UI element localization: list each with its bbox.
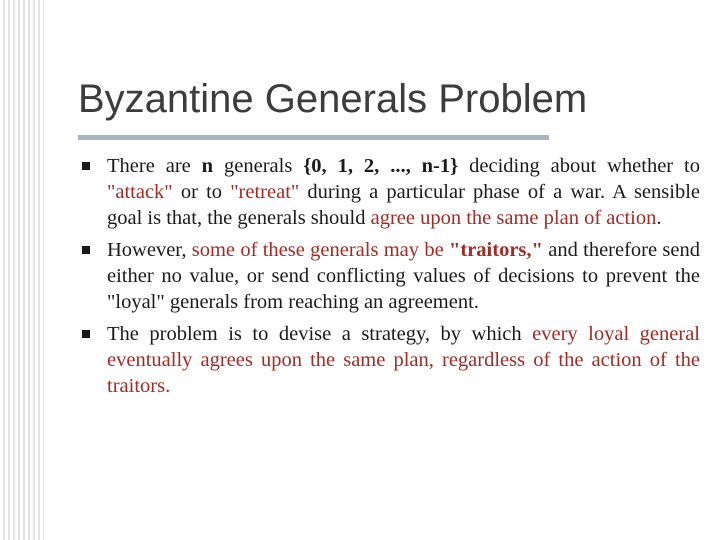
text-run: The problem is to devise a strategy, by which [107,323,533,345]
text-run-highlight: agree upon the same plan of action [370,207,657,229]
text-run: during a particular phase of a war. A sensible goal is that, the generals should [107,181,700,229]
text-run: There are [107,155,202,177]
text-run-bold: {0, 1, 2, ..., n-1} [303,155,459,177]
square-bullet-icon [82,246,90,254]
square-bullet-icon [82,162,90,170]
bullet-item [80,237,700,315]
bullet-item [80,321,700,399]
text-run: or to [172,181,231,203]
text-run-bold-highlight: "traitors," [449,239,543,261]
text-run: . [656,207,662,229]
bullet-item [80,153,700,231]
bullet-list [80,153,700,399]
text-run: deciding about whether to [458,155,701,177]
text-run-highlight: every loyal general eventually agrees upon the same plan, regardless of the action of the traitors. [107,323,700,397]
text-run-highlight: "retreat" [230,181,300,203]
text-run-bold: n [201,155,214,177]
text-run-highlight: some of these generals may be [191,239,449,261]
text-run: However, [107,239,192,261]
text-run: generals [213,155,304,177]
title-underline [78,135,549,140]
square-bullet-icon [82,330,90,338]
text-run: and therefore send either no value, or send conflicting values of decisions to prevent the "loyal" generals from reaching an agreement. [107,239,700,313]
text-run-highlight: "attack" [107,181,173,203]
slide-title: Byzantine Generals Problem [78,77,588,121]
